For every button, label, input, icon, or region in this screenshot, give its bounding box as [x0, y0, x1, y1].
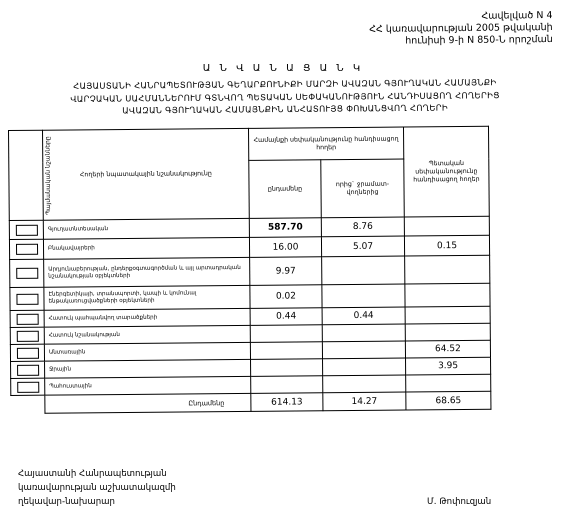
total-header: ընդամենը — [249, 160, 322, 219]
land-name-cell: Ջրային — [45, 359, 251, 378]
land-name-cell: Բնակավայրերի — [43, 237, 249, 259]
code-cell — [10, 287, 44, 310]
irrigated-cell — [322, 341, 405, 359]
subtitle-line: ՀԱՅԱՍՏԱՆԻ ՀԱՆՐԱՊԵՏՈՒԹՅԱՆ ԳԵՂԱՐՔՈՒՆԻՔԻ ՄԱՐԶԻ ԱՎԱԶԱՆ ԳՅՈՒՂԱԿԱՆ ՀԱՄԱՅՆՔԻ — [73, 77, 497, 91]
legend-box — [17, 364, 39, 375]
land-name-cell: Պահուստային — [45, 376, 251, 395]
document-title: Ա Ն Վ Ա Ն Ա Ց Ա Ն Կ — [202, 63, 364, 74]
signer-position: կառավարության աշխատակազմի — [18, 483, 176, 493]
state-cell — [405, 306, 490, 324]
irrigated-cell — [322, 324, 405, 342]
table-row — [10, 255, 490, 287]
irrigated-cell — [323, 375, 406, 393]
land-name-cell: Հատուկ պահպանվող տարածքների — [44, 308, 250, 327]
subtitle-line: ՎԱՐՉԱԿԱՆ ՍԱՀՄԱՆՆԵՐՈՒՄ ԳՏՆՎՈՂ ՊԵՏԱԿԱՆ ՍԵՓԱԿԱՆՈՒԹՅՈՒՆ ՀԱՆԴԻՍԱՑՈՂ ՀՈՂԵՐԻՑ — [70, 89, 500, 104]
legend-box — [16, 313, 38, 324]
irrigated-cell: 8.76 — [321, 217, 404, 237]
irrigated-header: որից` ջրամատ-վողներից — [321, 159, 405, 218]
code-cell — [10, 327, 44, 344]
land-name-cell: Անտառային — [44, 342, 250, 361]
legend-box — [16, 330, 38, 341]
signer-name: Մ. Թոփուզյան — [427, 497, 492, 507]
legend-box — [16, 268, 38, 279]
legend-box — [16, 293, 38, 304]
totals-total-cell: 614.13 — [251, 393, 323, 412]
land-name-cell: Արդյունաբերության, ընդերքօգտագործման և այլ արտադրական նշանակության օբյեկտների — [44, 257, 250, 287]
state-cell — [405, 255, 490, 284]
code-cell — [10, 344, 44, 361]
land-table-container — [8, 126, 491, 426]
legend-box — [15, 244, 37, 255]
state-cell — [406, 374, 491, 392]
state-header: Պետական սեփականությունը հանդիսացող հողեր — [403, 126, 489, 217]
annex-reference — [369, 10, 553, 48]
subtitle-line: ԱՎԱԶԱՆ ԳՅՈՒՂԱԿԱՆ ՀԱՄԱՅՆՔԻՆ ԱՆՀԱՏՈՒՅՑ ՓՈԽԱՆՑՎՈՂ ՀՈՂԵՐԻ — [122, 102, 449, 116]
code-cell — [9, 220, 43, 239]
code-cell — [11, 361, 45, 378]
annex-decision: հունիսի 9-ի N 850-Ն որոշման — [404, 33, 553, 47]
state-cell: 3.95 — [406, 357, 491, 375]
signature-block — [18, 467, 176, 509]
irrigated-cell: 0.44 — [322, 307, 405, 325]
total-cell: 0.44 — [250, 308, 322, 326]
land-header: Հողերի նպատակային նշանակությունը — [43, 128, 250, 220]
code-header: Պայմանական նշանները — [9, 130, 44, 220]
state-cell — [404, 216, 489, 236]
signer-position: ղեկավար-նախարար — [18, 497, 115, 507]
total-cell — [250, 342, 322, 360]
state-cell: 64.52 — [405, 340, 490, 358]
signer-position: Հայաստանի Հանրապետության — [18, 469, 167, 479]
totals-label-cell: Ընդամենը — [45, 393, 251, 413]
annex-government: ՀՀ կառավարության 2005 թվականի — [368, 21, 553, 35]
totals-state-cell: 68.65 — [406, 391, 491, 410]
totals-row — [11, 391, 491, 413]
total-cell — [251, 376, 323, 394]
irrigated-cell — [322, 256, 405, 285]
total-cell — [250, 325, 322, 343]
state-cell: 0.15 — [404, 235, 489, 256]
irrigated-cell — [322, 284, 405, 308]
code-cell — [10, 259, 44, 287]
legend-box — [17, 381, 39, 392]
community-header: Համայնքի սեփականությունը հանդիսացող հողեր — [248, 127, 403, 160]
total-cell: 587.70 — [249, 218, 321, 238]
land-table — [8, 126, 491, 414]
land-name-cell: Էներգետիկայի, տրանսպորտի, կապի և կոմունալ ենթակառուցվածքների օբյեկտների — [44, 285, 250, 310]
state-cell — [405, 283, 490, 307]
state-cell — [405, 323, 490, 341]
annex-number: Հավելված N 4 — [480, 10, 553, 22]
code-cell — [10, 310, 44, 327]
total-cell: 16.00 — [249, 237, 321, 258]
legend-box — [15, 224, 37, 235]
legend-box — [16, 347, 38, 358]
total-cell: 0.02 — [250, 285, 322, 309]
code-cell — [9, 239, 43, 259]
land-name-cell: Գյուղատնտեսական — [43, 218, 249, 239]
irrigated-cell: 5.07 — [321, 236, 404, 257]
irrigated-cell — [323, 358, 406, 376]
document-subtitle — [20, 76, 550, 118]
total-cell — [251, 359, 323, 377]
code-cell — [11, 378, 45, 395]
land-name-cell: Հատուկ նշանակության — [44, 325, 250, 344]
totals-irrigated-cell: 14.27 — [323, 392, 406, 411]
total-cell: 9.97 — [250, 257, 322, 286]
